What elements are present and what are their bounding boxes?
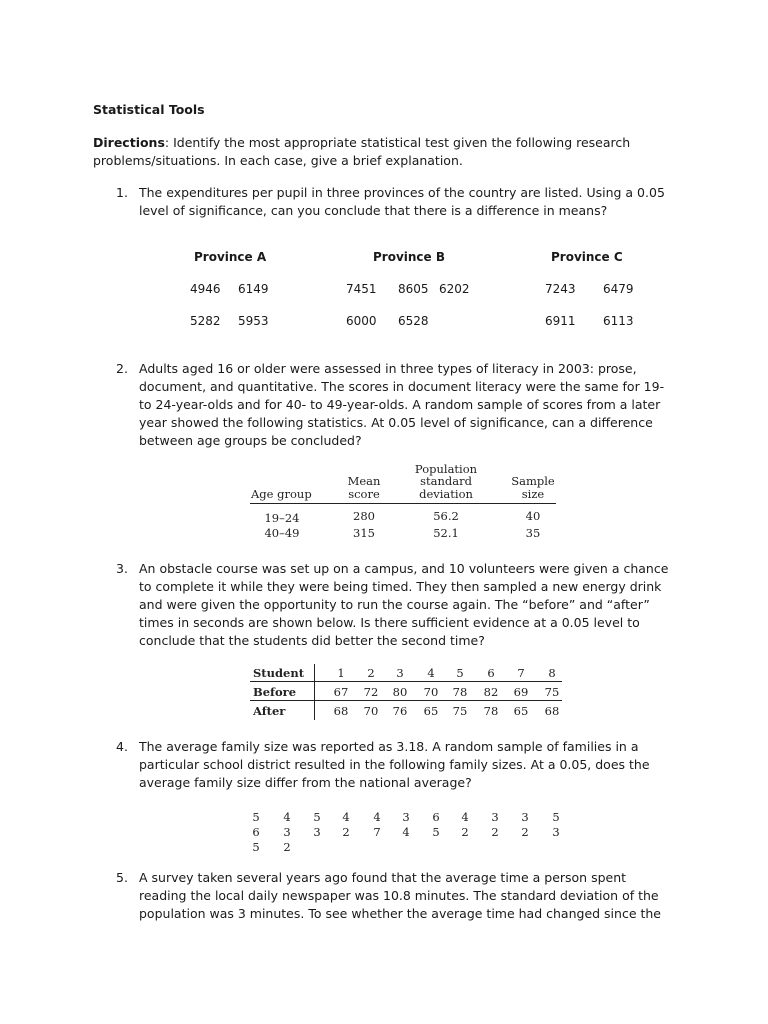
header-sd-l2: standard xyxy=(420,474,472,488)
row-label-before: Before xyxy=(253,685,297,699)
family-size-value: 4 xyxy=(342,810,350,824)
cell: 75 xyxy=(544,685,560,699)
question-text: The average family size was reported as 3.18. A random sample of families in a particular school district resulted in the following family sizes. At a 0.05, does the average family size differ from the national average? xyxy=(139,739,650,790)
header-age-group: Age group xyxy=(251,487,312,501)
table-rule xyxy=(250,503,556,504)
cell: 4946 xyxy=(190,282,221,296)
row-label-student: Student xyxy=(253,666,305,680)
header-province-a: Province A xyxy=(194,250,267,264)
cell: 67 xyxy=(333,685,349,699)
cell: 6149 xyxy=(238,282,269,296)
cell: 2 xyxy=(367,666,375,680)
family-size-value: 5 xyxy=(313,810,321,824)
cell: 76 xyxy=(392,704,408,718)
header-n-l1: Sample xyxy=(511,474,555,488)
cell: 7 xyxy=(517,666,525,680)
cell: 40–49 xyxy=(264,526,300,540)
table-rule xyxy=(314,664,315,720)
family-size-value: 3 xyxy=(402,810,410,824)
cell: 69 xyxy=(513,685,529,699)
header-province-c: Province C xyxy=(551,250,623,264)
document-title: Statistical Tools xyxy=(93,102,205,117)
cell: 78 xyxy=(483,704,499,718)
family-size-value: 4 xyxy=(461,810,469,824)
family-size-value: 3 xyxy=(283,825,291,839)
directions-label: Directions xyxy=(93,135,165,150)
question-text: The expenditures per pupil in three provinces of the country are listed. Using a 0.05 level of significance, can you conclude that there is a difference in means? xyxy=(139,185,665,218)
question-text: A survey taken several years ago found that the average time a person spent reading the local daily newspaper was 10.8 minutes. The standard deviation of the population was 3 minutes. To see whether the average time had changed since the xyxy=(139,870,661,921)
cell: 56.2 xyxy=(433,509,459,523)
cell: 315 xyxy=(353,526,375,540)
family-size-value: 3 xyxy=(552,825,560,839)
family-size-value: 2 xyxy=(342,825,350,839)
cell: 40 xyxy=(525,509,541,523)
family-size-value: 6 xyxy=(432,810,440,824)
family-size-value: 5 xyxy=(252,840,260,854)
family-size-value: 5 xyxy=(252,810,260,824)
header-sd-l1: Population xyxy=(414,462,478,476)
cell: 52.1 xyxy=(433,526,459,540)
cell: 6113 xyxy=(603,314,634,328)
header-mean-l2: score xyxy=(348,487,380,501)
directions-text: : Identify the most appropriate statistical test given the following research problems/situations. In each case, give a brief explanation. xyxy=(93,135,631,168)
cell: 5282 xyxy=(190,314,221,328)
family-size-value: 4 xyxy=(283,810,291,824)
family-size-value: 7 xyxy=(373,825,381,839)
cell: 7243 xyxy=(545,282,576,296)
header-sd-l3: deviation xyxy=(419,487,473,501)
family-size-value: 2 xyxy=(461,825,469,839)
cell: 6479 xyxy=(603,282,634,296)
table-rule xyxy=(250,681,562,682)
cell: 8605 xyxy=(398,282,429,296)
question-number: 1. xyxy=(116,185,128,200)
question-number: 3. xyxy=(116,561,128,576)
cell: 65 xyxy=(513,704,529,718)
cell: 8 xyxy=(548,666,556,680)
question-number: 2. xyxy=(116,361,128,376)
table-rule xyxy=(250,700,562,701)
cell: 78 xyxy=(452,685,468,699)
row-label-after: After xyxy=(253,704,286,718)
header-mean-l1: Mean xyxy=(347,474,381,488)
question-number: 5. xyxy=(116,870,128,885)
cell: 70 xyxy=(363,704,379,718)
cell: 80 xyxy=(392,685,408,699)
cell: 65 xyxy=(423,704,439,718)
family-size-value: 3 xyxy=(491,810,499,824)
cell: 280 xyxy=(353,509,375,523)
cell: 4 xyxy=(427,666,435,680)
family-size-value: 4 xyxy=(402,825,410,839)
question-text: An obstacle course was set up on a campus, and 10 volunteers were given a chance to complete it while they were being timed. They then sampled a new energy drink and were given the opportunity to run the course again. The “before” and “after” times in seconds are shown below. Is there sufficient evidence at a 0.05 level to conclude that the students did better the second time? xyxy=(139,561,669,648)
directions-paragraph xyxy=(93,134,653,170)
cell: 6528 xyxy=(398,314,429,328)
header-n-l2: size xyxy=(521,487,545,501)
header-province-b: Province B xyxy=(373,250,446,264)
family-size-value: 3 xyxy=(313,825,321,839)
cell: 6 xyxy=(487,666,495,680)
cell: 5953 xyxy=(238,314,269,328)
cell: 6202 xyxy=(439,282,470,296)
cell: 68 xyxy=(333,704,349,718)
cell: 6000 xyxy=(346,314,377,328)
cell: 72 xyxy=(363,685,379,699)
family-size-value: 5 xyxy=(432,825,440,839)
cell: 6911 xyxy=(545,314,576,328)
family-size-value: 6 xyxy=(252,825,260,839)
question-number: 4. xyxy=(116,739,128,754)
family-size-value: 4 xyxy=(373,810,381,824)
question-text: Adults aged 16 or older were assessed in three types of literacy in 2003: prose, document, and quantitative. The scores in document literacy were the same for 19- to 24-year-olds and for 40- to 49-year-olds. A random sample of scores from a later year showed the following statistics. At 0.05 level of significance, can a difference between age groups be concluded? xyxy=(139,361,665,448)
cell: 35 xyxy=(525,526,541,540)
cell: 5 xyxy=(456,666,464,680)
family-size-value: 2 xyxy=(491,825,499,839)
family-size-value: 3 xyxy=(521,810,529,824)
cell: 68 xyxy=(544,704,560,718)
cell: 70 xyxy=(423,685,439,699)
cell: 3 xyxy=(396,666,404,680)
cell: 1 xyxy=(337,666,345,680)
family-size-value: 2 xyxy=(521,825,529,839)
cell: 7451 xyxy=(346,282,377,296)
cell: 82 xyxy=(483,685,499,699)
family-size-value: 5 xyxy=(552,810,560,824)
family-size-value: 2 xyxy=(283,840,291,854)
cell: 19–24 xyxy=(264,511,300,525)
cell: 75 xyxy=(452,704,468,718)
